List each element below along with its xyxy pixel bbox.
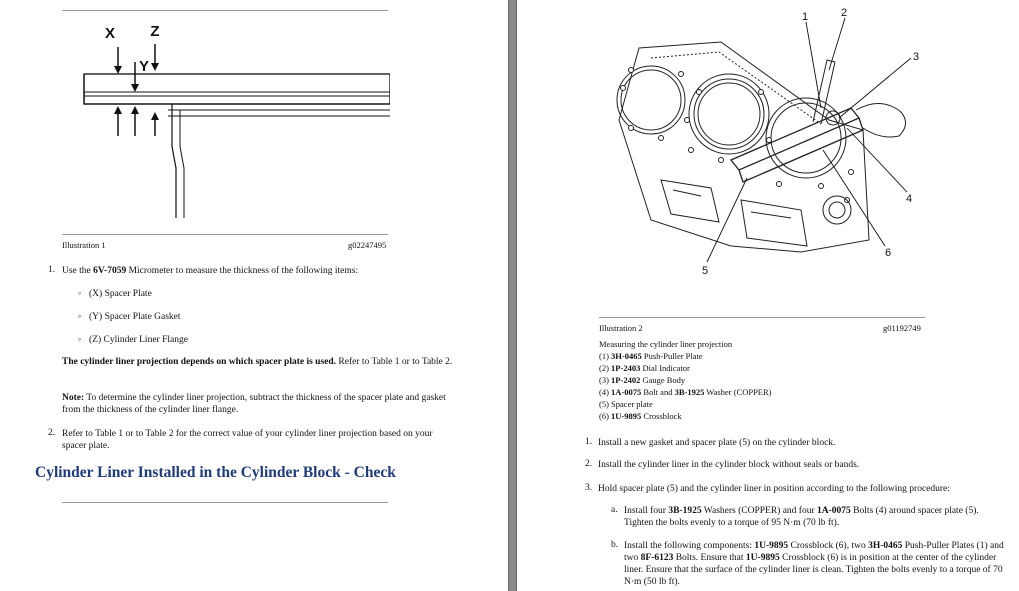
step-1-number: 1. <box>585 437 593 447</box>
legend-item-4: (4) 1A-0075 Bolt and 3B-1925 Washer (COPPER) <box>599 387 772 397</box>
step-1-text: Use the 6V-7059 Micrometer to measure the thickness of the following items: <box>62 266 359 276</box>
rule <box>62 502 388 503</box>
page-gutter <box>508 0 517 591</box>
step-2-number: 2. <box>585 459 593 469</box>
legend-item-2: (2) 1P-2403 Dial Indicator <box>599 363 690 373</box>
substep-b-text: Install the following components: 1U-9895 Crossblock (6), two 3H-0465 Push-Puller Plates (1) and two 8F-6123 Bolts. Ensure that 1U-9895 Crossblock (6) is in position at the center of the cylinder liner. Ensure that the surface of the cylinder liner is clean. Tighten the bolts evenly to a torque of 70 N·m (50 lb ft). <box>624 541 1004 587</box>
substep-b-letter: b. <box>611 540 619 550</box>
projection-paragraph: The cylinder liner projection depends on which spacer plate is used. Refer to Table 1 or to Table 2. <box>62 357 453 367</box>
bullet-spacer-plate-gasket: (Y) Spacer Plate Gasket <box>89 312 181 322</box>
callout-z: Z <box>150 23 160 40</box>
top-rule <box>62 10 388 11</box>
callout-6: 6 <box>884 247 892 259</box>
step-1-text: Install a new gasket and spacer plate (5) on the cylinder block. <box>598 438 836 448</box>
rule <box>62 234 388 235</box>
note-paragraph: Note: To determine the cylinder liner projection, subtract the thickness of the spacer plate and gasket from the thickness of the cylinder liner flange. <box>62 393 446 415</box>
legend-item-5: (5) Spacer plate <box>599 399 653 409</box>
step-2-text: Refer to Table 1 or to Table 2 for the correct value of your cylinder liner projection based on your spacer plate. <box>62 429 433 451</box>
legend-item-1: (1) 3H-0465 Push-Puller Plate <box>599 351 703 361</box>
step-2-number: 2. <box>48 428 56 438</box>
step-3-number: 3. <box>585 483 593 493</box>
callout-5: 5 <box>701 265 709 277</box>
section-heading: Cylinder Liner Installed in the Cylinder Block - Check <box>35 464 396 481</box>
step-1-number: 1. <box>48 265 56 275</box>
callout-x: X <box>104 25 116 42</box>
callout-1: 1 <box>801 11 809 23</box>
illustration-2 <box>601 0 931 282</box>
substep-a-text: Install four 3B-1925 Washers (COPPER) and four 1A-0075 Bolts (4) around spacer plate (5). Tighten the bolts evenly to a torque of 95 N·m (70 lb ft). <box>624 506 979 528</box>
callout-3: 3 <box>912 51 920 63</box>
illustration-1-label: Illustration 1 <box>62 240 106 250</box>
bullet-marker: ◦ <box>78 334 82 344</box>
step-2-text: Install the cylinder liner in the cylinder block without seals or bands. <box>598 460 860 470</box>
substep-a-letter: a. <box>611 505 618 515</box>
bullet-marker: ◦ <box>78 311 82 321</box>
illustration-1 <box>60 18 390 230</box>
callout-4: 4 <box>905 193 913 205</box>
illustration-1-id: g02247495 <box>348 240 387 250</box>
bullet-cylinder-liner-flange: (Z) Cylinder Liner Flange <box>89 335 188 345</box>
document-page-right <box>517 0 1019 591</box>
illustration-2-id: g01192749 <box>883 323 921 333</box>
legend-item-3: (3) 1P-2402 Gauge Body <box>599 375 686 385</box>
bullet-spacer-plate: (X) Spacer Plate <box>89 289 152 299</box>
rule <box>599 317 925 318</box>
illustration-2-caption: Measuring the cylinder liner projection <box>599 339 733 349</box>
bullet-marker: ◦ <box>78 288 82 298</box>
document-page-left <box>0 0 508 591</box>
callout-y: Y <box>138 58 150 75</box>
step-3-text: Hold spacer plate (5) and the cylinder liner in position according to the following procedure: <box>598 484 950 494</box>
illustration-2-label: Illustration 2 <box>599 323 643 333</box>
callout-2: 2 <box>840 7 848 19</box>
legend-item-6: (6) 1U-9895 Crossblock <box>599 411 682 421</box>
